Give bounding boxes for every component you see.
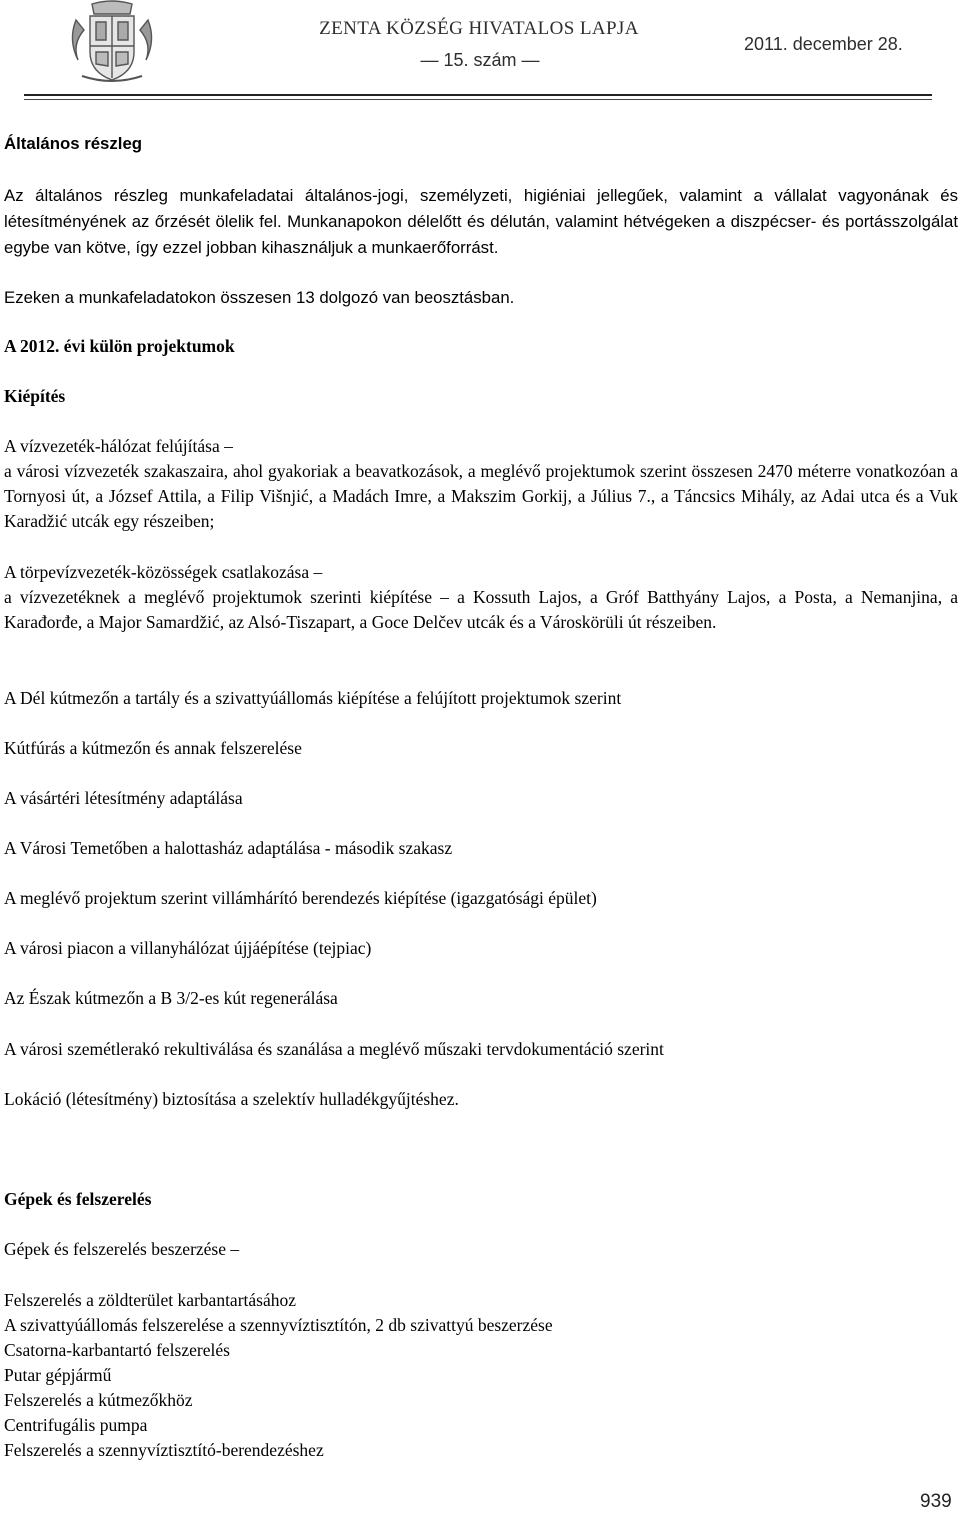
project-item: Az Észak kútmezőn a B 3/2-es kút regenerálása — [4, 988, 338, 1008]
item-text-vizvezetek: a városi vízvezeték szakaszaira, ahol gyakoriak a beavatkozások, a meglévő projektumok szerint összesen 2470 méterre vonatkozóan a Tornyosi út, a József Attila, a Filip Višnjić, a Madách Imre, a Makszim Gorkij, a Július 7., a Táncsics Mihály, az Adai utca és a Vuk Karadžić utcák egy részeiben; — [4, 461, 958, 531]
project-item: A Városi Temetőben a halottasház adaptálása - második szakasz — [4, 838, 453, 858]
paragraph-altalanos-1: Az általános részleg munkafeladatai általános-jogi, személyzeti, higiéniai jellegűek, valamint a vállalat vagyonának és létesítményének az őrzését ölelik fel. Munkanapokon délelőtt és délután, valamint hétvégeken a diszpécser- és portásszolgálat egybe van kötve, így ezzel jobban kihasználjuk a munkaerőforrást. — [4, 186, 958, 257]
equipment-item: Putar gépjármű — [4, 1365, 112, 1385]
header-divider — [24, 94, 932, 96]
gepek-intro: Gépek és felszerelés beszerzése – — [4, 1239, 240, 1259]
paragraph-altalanos-2: Ezeken a munkafeladatokon összesen 13 dolgozó van beosztásban. — [4, 288, 515, 307]
subheading-kiepites: Kiépítés — [4, 386, 66, 406]
publication-date: 2011. december 28. — [744, 34, 903, 54]
equipment-item: Felszerelés a szennyvíztisztító-berendezéshez — [4, 1440, 324, 1460]
project-item: A Dél kútmezőn a tartály és a szivattyúállomás kiépítése a felújított projektumok szerint — [4, 688, 622, 708]
project-item: Kútfúrás a kútmezőn és annak felszerelése — [4, 738, 302, 758]
section-heading-gepek: Gépek és felszerelés — [4, 1189, 152, 1209]
project-item: Lokáció (létesítmény) biztosítása a szelektív hulladékgyűjtéshez. — [4, 1089, 459, 1109]
issue-number: — 15. szám — — [420, 50, 540, 70]
project-item: A városi szemétlerakó rekultiválása és szanálása a meglévő műszaki tervdokumentáció szerint — [4, 1039, 664, 1059]
equipment-item: Centrifugális pumpa — [4, 1415, 148, 1435]
publication-title: ZENTA KÖZSÉG HIVATALOS LAPJA — [319, 18, 639, 39]
project-item: A vásártéri létesítmény adaptálása — [4, 788, 243, 808]
project-item: A meglévő projektum szerint villámhárító berendezés kiépítése (igazgatósági épület) — [4, 888, 597, 908]
page-number: 939 — [920, 1491, 952, 1512]
item-title-torpevizvezetek: A törpevízvezeték-közösségek csatlakozása – — [4, 562, 323, 582]
section-heading-projektek: A 2012. évi külön projektumok — [4, 336, 235, 356]
equipment-item: Felszerelés a zöldterület karbantartásához — [4, 1290, 297, 1310]
project-item: A városi piacon a villanyhálózat újjáépítése (tejpiac) — [4, 938, 372, 958]
equipment-item: Csatorna-karbantartó felszerelés — [4, 1340, 230, 1360]
equipment-item: A szivattyúállomás felszerelése a szennyvíztisztítón, 2 db szivattyú beszerzése — [4, 1315, 553, 1335]
item-title-vizvezetek: A vízvezeték-hálózat felújítása – — [4, 436, 233, 456]
header-divider-thin — [24, 99, 932, 100]
section-heading-altalanos: Általános részleg — [4, 134, 143, 153]
equipment-item: Felszerelés a kútmezőkhöz — [4, 1390, 193, 1410]
item-text-torpevizvezetek: a vízvezetéknek a meglévő projektumok szerinti kiépítése – a Kossuth Lajos, a Gróf Batthyány Lajos, a Posta, a Nemanjina, a Karađorđe, a Major Samardžić, az Alsó-Tiszapart, a Goce Delčev utcák és a Városkörüli út részeiben. — [4, 587, 958, 632]
coat-of-arms-icon — [62, 0, 162, 84]
issue-label: 15. szám — [443, 50, 517, 70]
